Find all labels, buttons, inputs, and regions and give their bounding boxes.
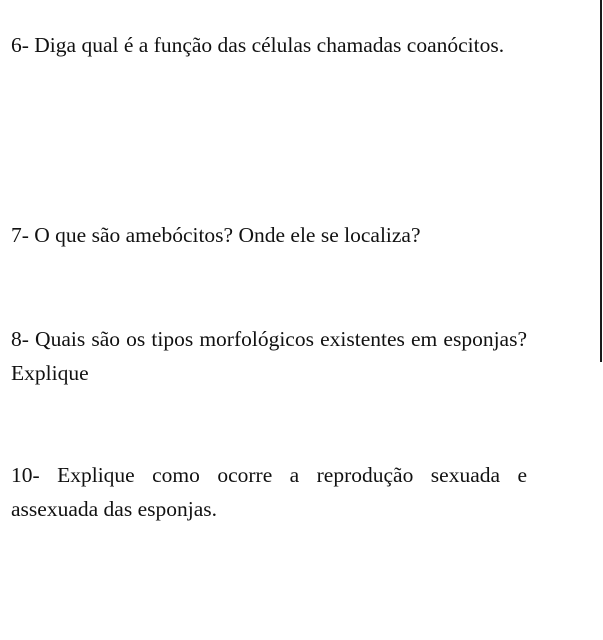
- question-7: 7- O que são amebócitos? Onde ele se localiza?: [11, 223, 421, 247]
- page-edge-line: [600, 0, 602, 362]
- question-10: 10- Explique como ocorre a reprodução sexuada e assexuada das esponjas.: [11, 463, 527, 521]
- question-6: 6- Diga qual é a função das células chamadas coanócitos.: [11, 33, 505, 57]
- question-8: 8- Quais são os tipos morfológicos existentes em esponjas? Explique: [11, 327, 527, 385]
